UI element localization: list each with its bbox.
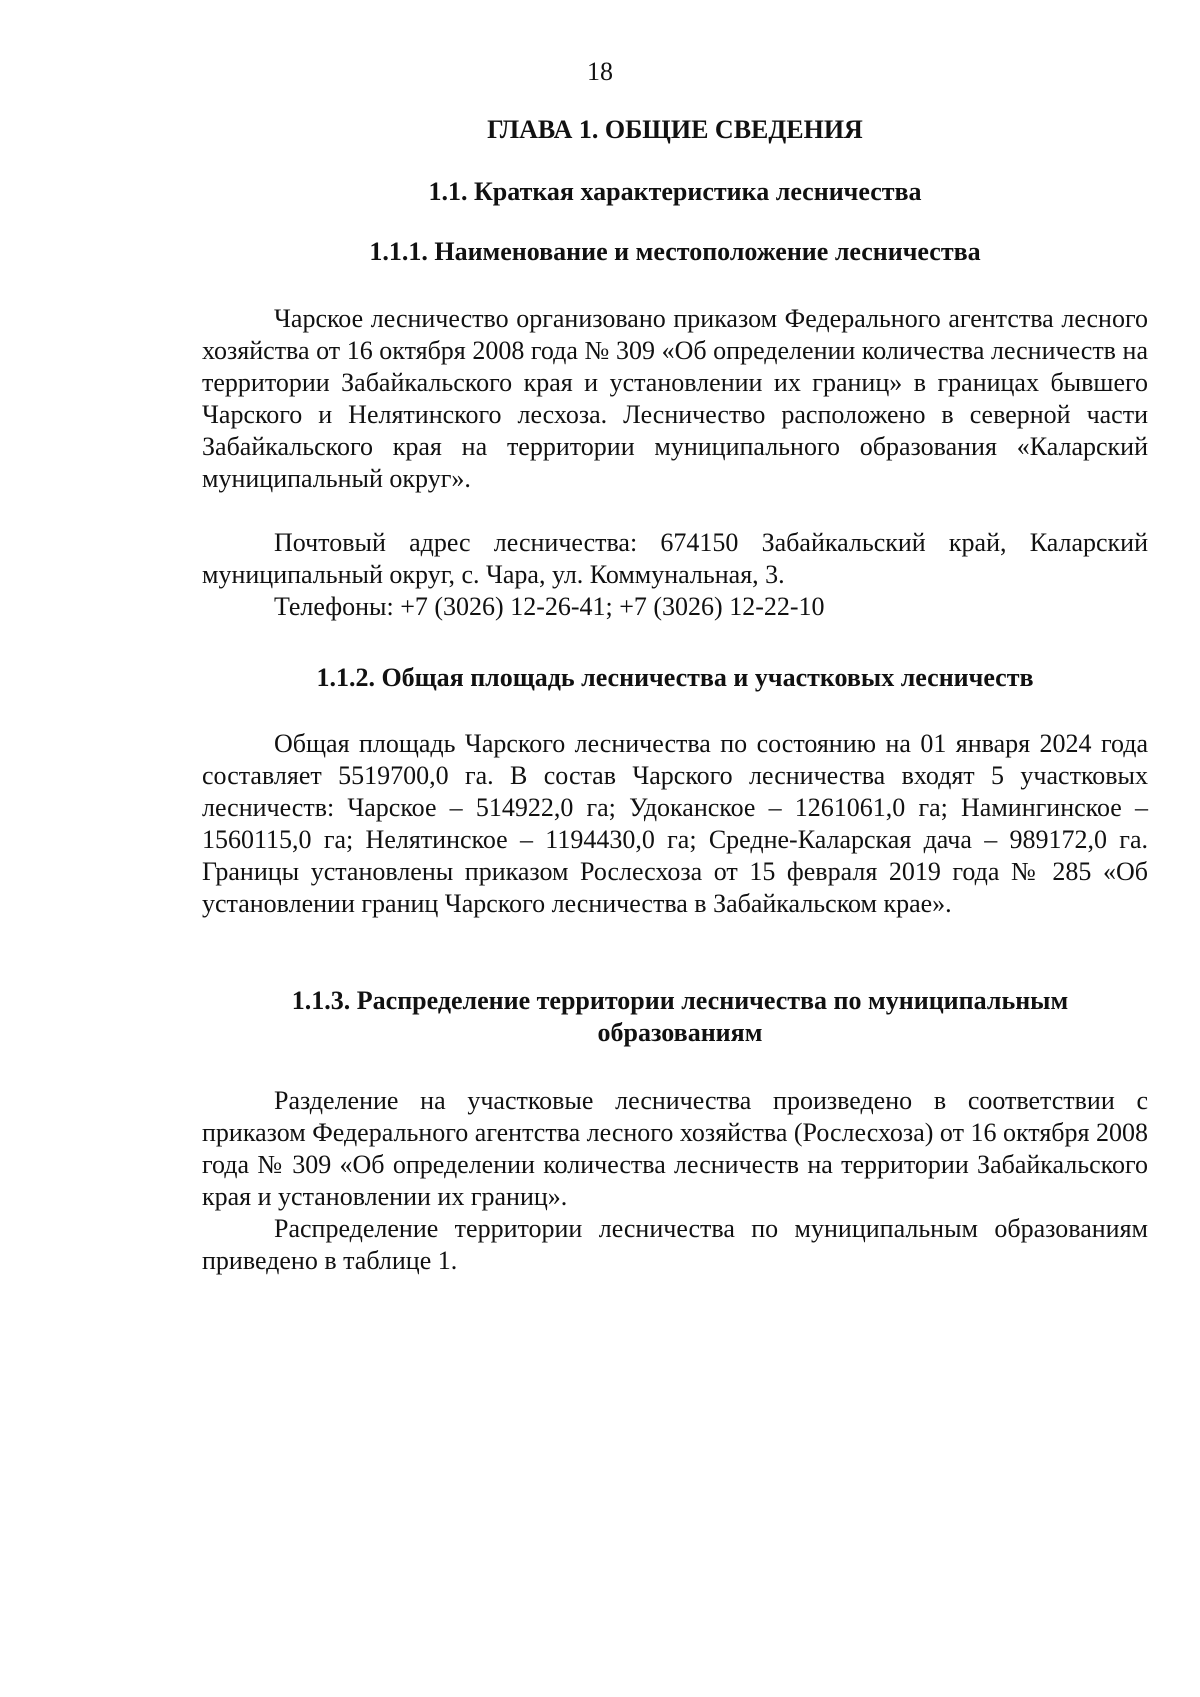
section-1-1-3-paragraph-division: Разделение на участковые лесничества произведено в соответствии с приказом Федерального агентства лесного хозяйства (Рослесхоза) от 16 октября 2008 года № 309 «Об определении количества лесничеств на территории Забайкальского края и установлении их границ». [202,1086,1148,1211]
chapter-title: ГЛАВА 1. ОБЩИЕ СВЕДЕНИЯ [487,115,863,144]
section-1-1-2-title: 1.1.2. Общая площадь лесничества и участковых лесничеств [316,663,1034,692]
page-number: 18 [587,57,613,86]
section-1-1-1-paragraph-address: Почтовый адрес лесничества: 674150 Забайкальский край, Каларский муниципальный округ, с. Чара, ул. Коммунальная, 3. [202,528,1148,589]
section-1-1-1-title: 1.1.1. Наименование и местоположение лесничества [369,237,981,266]
section-1-1-title: 1.1. Краткая характеристика лесничества [428,177,922,206]
section-1-1-1-paragraph-description: Чарское лесничество организовано приказом Федерального агентства лесного хозяйства от 16 октября 2008 года № 309 «Об определении количества лесничеств на территории Забайкальского края и установлении их границ» в границах бывшего Чарского и Нелятинского лесхоза. Лесничество расположено в северной части Забайкальского края на территории муниципального образования «Каларский муниципальный округ». [202,304,1148,493]
section-1-1-2-paragraph-area: Общая площадь Чарского лесничества по состоянию на 01 января 2024 года составляет 5519700,0 га. В состав Чарского лесничества входят 5 участковых лесничеств: Чарское – 514922,0 га; Удоканское – 1261061,0 га; Намингинское – 1560115,0 га; Нелятинское – 1194430,0 га; Средне-Каларская дача – 989172,0 га. Границы установлены приказом Рослесхоза от 15 февраля 2019 года № 285 «Об установлении границ Чарского лесничества в Забайкальском крае». [202,729,1148,918]
section-1-1-3-title-line1: 1.1.3. Распределение территории лесничества по муниципальным [291,986,1069,1015]
section-1-1-1-paragraph-phones: Телефоны: +7 (3026) 12-26-41; +7 (3026) 12-22-10 [274,592,825,621]
section-1-1-3-title [202,985,1148,1049]
section-1-1-3-title-line2: образованиям [597,1018,763,1047]
section-1-1-3-paragraph-table-reference: Распределение территории лесничества по муниципальным образованиям приведено в таблице 1. [202,1214,1148,1275]
